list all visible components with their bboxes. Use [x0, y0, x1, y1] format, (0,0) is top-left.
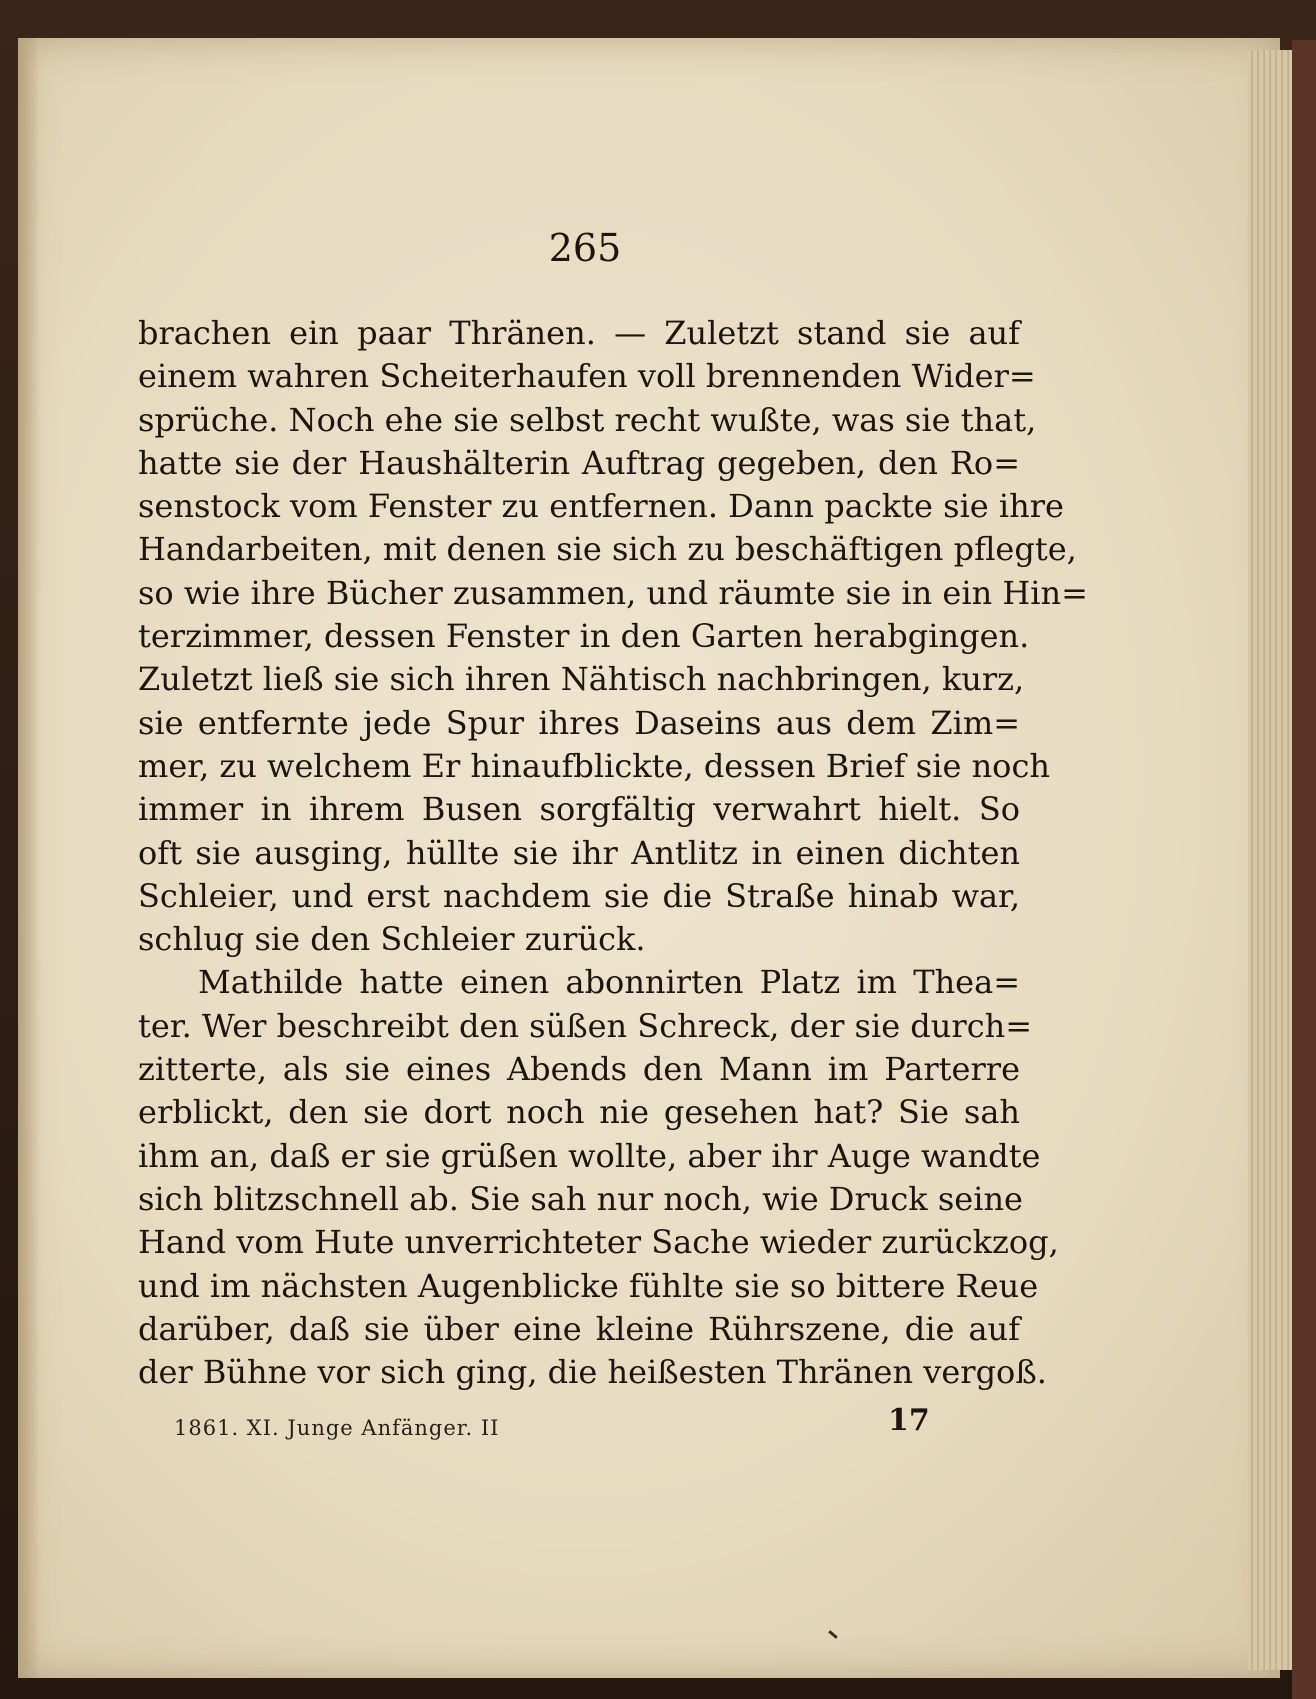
text-line: sprüche. Noch ehe sie selbst recht wußte, was sie that, [138, 400, 1037, 439]
text-line: terzimmer, dessen Fenster in den Garten herabgingen. [138, 617, 1030, 656]
text-line: der Bühne vor sich ging, die heißesten Thränen vergoß. [138, 1353, 1047, 1392]
text-line: Handarbeiten, mit denen sie sich zu beschäftigen pflegte, [138, 530, 1077, 569]
body-text [138, 312, 1088, 1394]
text-line: erblickt, den sie dort noch nie gesehen hat? Sie sah [138, 1093, 1020, 1132]
page-gutter [18, 38, 40, 1678]
text-line: einem wahren Scheiterhaufen voll brennenden Wider= [138, 357, 1036, 396]
text-line: senstock vom Fenster zu entfernen. Dann packte sie ihre [138, 487, 1064, 526]
text-line: Hand vom Hute unverrichteter Sache wieder zurückzog, [138, 1223, 1059, 1262]
page-edges [1248, 50, 1296, 1670]
paragraph-start-line: Mathilde hatte einen abonnirten Platz im Thea= [198, 963, 1020, 1002]
text-line: ter. Wer beschreibt den süßen Schreck, der sie durch= [138, 1006, 1033, 1045]
sheet-number: 17 [888, 1403, 930, 1438]
text-line: Zuletzt ließ sie sich ihren Nähtisch nachbringen, kurz, [138, 660, 1025, 699]
text-line: brachen ein paar Thränen. — Zuletzt stand sie auf [138, 314, 1020, 352]
text-line: schlug sie den Schleier zurück. [138, 920, 646, 959]
text-line: sie entfernte jede Spur ihres Daseins aus dem Zim= [138, 703, 1020, 742]
text-line: so wie ihre Bücher zusammen, und räumte sie in ein Hin= [138, 573, 1088, 612]
text-line: hatte sie der Haushälterin Auftrag gegeben, den Ro= [138, 443, 1020, 482]
text-line: und im nächsten Augenblicke fühlte sie so bittere Reue [138, 1266, 1039, 1305]
book-cover-edge [1292, 40, 1316, 1699]
text-line: Schleier, und erst nachdem sie die Straße hinab war, [138, 876, 1020, 915]
printer-signature: 1861. XI. Junge Anfänger. II [174, 1416, 500, 1440]
text-line: oft sie ausging, hüllte sie ihr Antlitz in einen dichten [138, 833, 1020, 872]
text-line: zitterte, als sie eines Abends den Mann im Parterre [138, 1050, 1020, 1089]
text-line: ihm an, daß er sie grüßen wollte, aber ihr Auge wandte [138, 1136, 1041, 1175]
text-line: mer, zu welchem Er hinaufblickte, dessen Brief sie noch [138, 746, 1050, 785]
text-line: darüber, daß sie über eine kleine Rührszene, die auf [138, 1309, 1020, 1348]
page-number: 265 [548, 226, 622, 270]
text-line: immer in ihrem Busen sorgfältig verwahrt hielt. So [138, 790, 1020, 829]
text-line: sich blitzschnell ab. Sie sah nur noch, wie Druck seine [138, 1179, 1023, 1218]
